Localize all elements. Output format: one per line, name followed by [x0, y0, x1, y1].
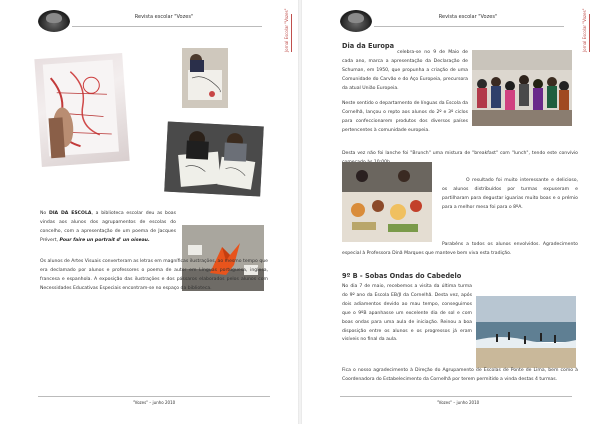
paragraph-europa-intro — [342, 49, 468, 94]
side-tab: Jornal Escolar "Vozes" — [284, 14, 292, 52]
poem-title: Pour faire un portrait d' un oiseau. — [59, 237, 150, 243]
paragraph-surf — [342, 283, 472, 379]
right-page — [302, 0, 600, 424]
artes-visuais-text: Os alunos de Artes Visuais converteram as letras em magníficas ilustrações, ao mesmo tempo que era declamado por alunos e professores o poema de autor em Línguas portuguesa, inglesa, francesa e espanhola. A exposição das ilustrações e dos pássaros elaborados pelos alunos com Necessidades Educativas Especiais encontram-se no espaço da biblioteca. — [40, 259, 268, 291]
paragraph-departamento — [342, 100, 468, 136]
header-title-right: Revista escolar "Vozes" — [438, 14, 498, 20]
magazine-logo — [38, 10, 70, 32]
footer-left: "Vozes" – junho 2010 — [132, 400, 176, 405]
photo-drawing-wall — [34, 53, 129, 167]
footer-right: "Vozes" – junho 2010 — [436, 400, 480, 405]
photo-students-drawing — [164, 122, 264, 197]
paragraph-agradecimento — [342, 367, 578, 385]
departamento-text: Neste sentido o departamento de línguas da Escola da Cornelhã, lançou o repto aos alunos do 2º e 3º ciclos para confeccionarem produtos dos diversos países pertencentes à comunidade europeia. — [342, 101, 468, 133]
photo-europe-day-crowd — [472, 50, 572, 126]
heading-dia-da-europa: Dia da Europa — [342, 42, 395, 50]
header-title: Revista escolar "Vozes" — [134, 14, 194, 20]
footer-rule — [38, 396, 270, 397]
paragraph-dia-da-escola — [40, 210, 176, 246]
dia-escola-highlight: DIA DA ESCOLA — [49, 211, 92, 216]
header-rule — [72, 26, 262, 27]
resultado-text: O resultado foi muito interessante e delicioso, os alunos distribuídos por turmas expuseram e partilharam para degustar iguarias muito boas e o prémio para a melhor mesa foi para o 8ºA. — [442, 178, 578, 210]
parabens-text: Parabéns a todos os alunos envolvidos. Agradecimento especial à Professora Dinã Marques que manteve bem viva esta tradição. — [342, 242, 578, 256]
dia-escola-body: , a biblioteca escolar deu as boas vindas aos alunos dos agrupamentos de escolas do concelho, com a apresentação de um poema de Jacques Prévert, — [40, 211, 176, 243]
photo-beach-surf — [476, 296, 576, 368]
paragraph-artes-visuais — [40, 258, 268, 294]
europa-intro-text: celebra-se no 9 de Maio de cada ano, marca a apresentação da Declaração de Schuman, em 1950, que propunha a criação de uma Comunidade do Carvão e do Aço Europeia, precursora da atual União Europeia. — [342, 50, 468, 91]
paragraph-resultado — [442, 177, 578, 213]
left-page — [0, 0, 298, 424]
photo-food-table — [342, 162, 432, 242]
header-rule-right — [374, 26, 564, 27]
footer-rule-right — [340, 396, 572, 397]
photo-students-table — [182, 48, 228, 108]
paragraph-parabens — [342, 241, 578, 259]
surf-text: No dia 7 de maio, recebemos a visita da última turma do 9º ano da Escola EB/JI da Cornelhã. Desta vez, após dois adiamentos devido ao mau tempo, conseguimos que o 9ºB apanhasse um excelente dia de sol e com boas ondas para uma aula de iniciação. Reinou a boa disposição entre os alunos e os progressos já eram visíveis no final da aula. — [342, 284, 472, 343]
agradecimento-text: Fica o nosso agradecimento à Direção do Agrupamento de Escolas de Ponte de Lima, bem como à Coordenadora do Estabelecimento da Cornelhã por terem permitido a vinda destas 4 turmas. — [342, 368, 578, 382]
side-tab-right: Jornal Escolar "Vozes" — [582, 14, 590, 52]
brunch-text: Desta vez não foi lanche foi "Brunch" uma mistura de "breakfast" com "lunch", tendo este convívio — [342, 151, 578, 156]
heading-ondas-cabedelo: 9º B - Sobas Ondas do Cabedelo — [342, 272, 462, 280]
magazine-logo-right — [340, 10, 372, 32]
dia-escola-intro: No — [40, 211, 49, 216]
